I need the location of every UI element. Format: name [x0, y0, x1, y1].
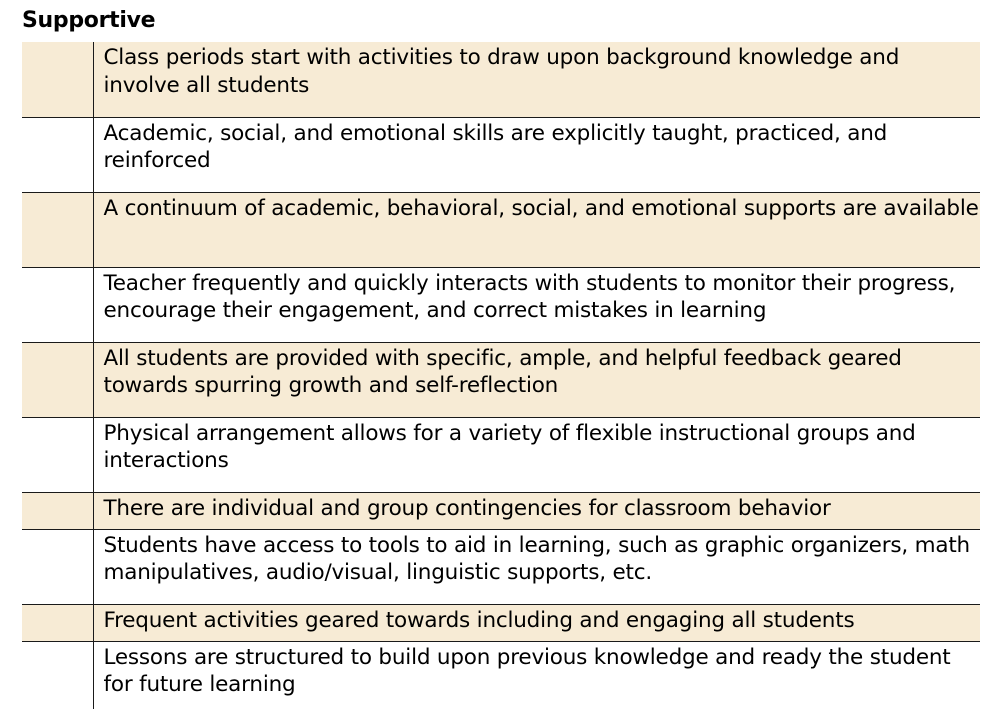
check-cell[interactable] — [22, 267, 93, 342]
criterion-text: Physical arrangement allows for a variety of flexible instructional groups and interactions — [93, 417, 980, 492]
check-cell[interactable] — [22, 492, 93, 529]
check-cell[interactable] — [22, 417, 93, 492]
criterion-text: Academic, social, and emotional skills are explicitly taught, practiced, and reinforced — [93, 117, 980, 192]
criterion-text: All students are provided with specific, ample, and helpful feedback geared towards spurring growth and self-reflection — [93, 342, 980, 417]
checklist-row — [22, 529, 980, 604]
criterion-text: Lessons are structured to build upon previous knowledge and ready the student for future learning — [103, 644, 951, 697]
criterion-text: A continuum of academic, behavioral, social, and emotional supports are available — [93, 192, 980, 267]
checklist-row — [22, 192, 980, 267]
check-cell[interactable] — [22, 342, 93, 417]
supportive-checklist-table — [22, 42, 980, 709]
checklist-row — [22, 342, 980, 417]
checklist-row — [22, 641, 980, 709]
check-cell[interactable] — [22, 117, 93, 192]
checklist-row — [22, 492, 980, 529]
criterion-text: Class periods start with activities to draw upon background knowledge and involve all students — [93, 42, 980, 117]
check-cell[interactable] — [22, 604, 93, 641]
checklist-row — [22, 42, 980, 117]
section-title: Supportive — [22, 8, 156, 33]
check-cell[interactable] — [22, 529, 93, 604]
criterion-text: Teacher frequently and quickly interacts with students to monitor their progress, encourage their engagement, and correct mistakes in learning — [93, 267, 980, 342]
criterion-text: There are individual and group contingencies for classroom behavior — [93, 492, 980, 529]
checklist-row — [22, 604, 980, 641]
checklist-row — [22, 117, 980, 192]
check-cell[interactable] — [22, 192, 93, 267]
check-cell[interactable] — [22, 42, 93, 117]
checklist-row — [22, 417, 980, 492]
checklist-row — [22, 267, 980, 342]
check-cell[interactable] — [22, 641, 93, 709]
criterion-text: Frequent activities geared towards including and engaging all students — [93, 604, 980, 641]
criterion-text: Students have access to tools to aid in learning, such as graphic organizers, math manipulatives, audio/visual, linguistic supports, etc. — [93, 529, 980, 604]
